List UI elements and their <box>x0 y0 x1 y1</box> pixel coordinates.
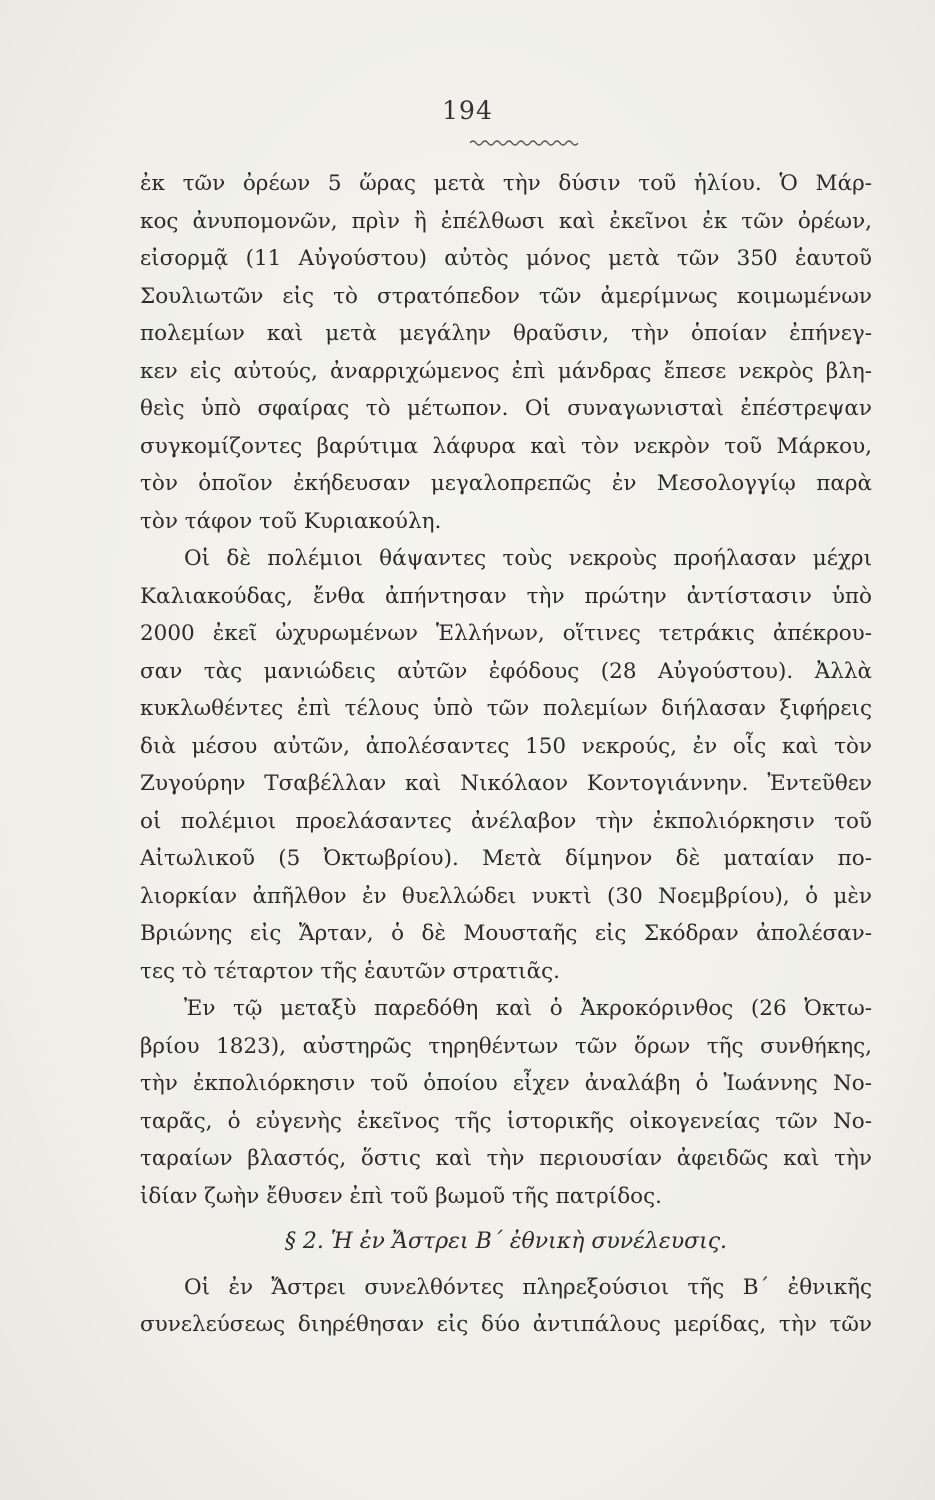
text-line: Αἰτωλικοῦ (5 Ὀκτωβρίου). Μετὰ δίμηνον δὲ ματαίαν πο- <box>140 846 872 871</box>
page-number: 194 <box>442 96 493 125</box>
text-line: θεὶς ὑπὸ σφαίρας τὸ μέτωπον. Οἱ συναγωνισταὶ ἐπέστρεψαν <box>140 396 872 421</box>
text-line: Ἐν τῷ μεταξὺ παρεδόθη καὶ ὁ Ἀκροκόρινθος (26 Ὀκτω- <box>184 996 872 1021</box>
text-line: τες τὸ τέταρτον τῆς ἑαυτῶν στρατιᾶς. <box>140 958 560 984</box>
wavy-ornament-icon <box>470 138 578 148</box>
text-line: λιορκίαν ἀπῆλθον ἐν θυελλώδει νυκτὶ (30 Νοεμβρίου), ὁ μὲν <box>140 883 872 909</box>
text-line: τὸν τάφον τοῦ Κυριακούλη. <box>140 508 442 534</box>
text-line: πολεμίων καὶ μετὰ μεγάλην θραῦσιν, τὴν ὁποίαν ἐπήνεγ- <box>140 321 872 346</box>
text-line: σαν τὰς μανιώδεις αὐτῶν ἐφόδους (28 Αὐγούστου). Ἀλλὰ <box>140 658 872 684</box>
text-line: βρίου 1823), αὐστηρῶς τηρηθέντων τῶν ὅρων τῆς συνθήκης, <box>140 1033 872 1059</box>
text-line: τὴν ἐκπολιόρκησιν τοῦ ὁποίου εἶχεν ἀναλάβη ὁ Ἰωάννης Νο- <box>140 1071 872 1096</box>
text-line: Οἱ ἐν Ἄστρει συνελθόντες πληρεξούσιοι τῆς Β΄ ἐθνικῆς <box>184 1274 872 1300</box>
text-line: εἰσορμᾷ (11 Αὐγούστου) αὐτὸς μόνος μετὰ τῶν 350 ἑαυτοῦ <box>140 246 872 271</box>
text-line: Ζυγούρην Τσαβέλλαν καὶ Νικόλαον Κοντογιάννην. Ἐντεῦθεν <box>140 771 872 796</box>
text-line: ταραίων βλαστός, ὅστις καὶ τὴν περιουσίαν ἀφειδῶς καὶ τὴν <box>140 1146 872 1171</box>
text-line: κεν εἰς αὐτούς, ἀναρριχώμενος ἐπὶ μάνδρας ἔπεσε νεκρὸς βλη- <box>140 358 872 384</box>
text-line: Βριώνης εἰς Ἄρταν, ὁ δὲ Μουσταῆς εἰς Σκόδραν ἀπολέσαν- <box>140 921 872 946</box>
text-line: κος ἀνυπομονῶν, πρὶν ἢ ἐπέλθωσι καὶ ἐκεῖνοι ἐκ τῶν ὀρέων, <box>140 208 872 234</box>
text-line: Σουλιωτῶν εἰς τὸ στρατόπεδον τῶν ἀμερίμνως κοιμωμένων <box>140 283 872 309</box>
text-line: συγκομίζοντες βαρύτιμα λάφυρα καὶ τὸν νεκρὸν τοῦ Μάρκου, <box>140 433 872 459</box>
text-line: ἐκ τῶν ὀρέων 5 ὥρας μετὰ τὴν δύσιν τοῦ ἡλίου. Ὁ Μάρ- <box>140 171 872 196</box>
text-line: 2000 ἐκεῖ ὠχυρωμένων Ἑλλήνων, οἵτινες τετράκις ἀπέκρου- <box>140 621 872 646</box>
text-line: οἱ πολέμιοι προελάσαντες ἀνέλαβον τὴν ἐκπολιόρκησιν τοῦ <box>140 808 872 834</box>
body-text <box>140 165 872 1344</box>
text-line: Οἱ δὲ πολέμιοι θάψαντες τοὺς νεκροὺς προήλασαν μέχρι <box>184 546 872 571</box>
text-line: κυκλωθέντες ἐπὶ τέλους ὑπὸ τῶν πολεμίων διήλασαν ξιφήρεις <box>140 696 872 721</box>
text-line: ταρᾶς, ὁ εὐγενὴς ἐκεῖνος τῆς ἱστορικῆς οἰκογενείας τῶν Νο- <box>140 1108 872 1134</box>
text-line: συνελεύσεως διηρέθησαν εἰς δύο ἀντιπάλους μερίδας, τὴν τῶν <box>140 1312 872 1337</box>
text-line: ἰδίαν ζωὴν ἔθυσεν ἐπὶ τοῦ βωμοῦ τῆς πατρίδος. <box>140 1183 662 1209</box>
section-heading: § 2. Ἡ ἐν Ἄστρει Β΄ ἐθνικὴ συνέλευσις. <box>284 1229 728 1254</box>
text-line: Καλιακούδας, ἔνθα ἀπήντησαν τὴν πρώτην ἀντίστασιν ὑπὸ <box>140 583 872 609</box>
text-line: διὰ μέσου αὐτῶν, ἀπολέσαντες 150 νεκρούς, ἐν οἷς καὶ τὸν <box>140 733 872 759</box>
text-line: τὸν ὁποῖον ἐκήδευσαν μεγαλοπρεπῶς ἐν Μεσολογγίῳ παρὰ <box>140 471 872 496</box>
